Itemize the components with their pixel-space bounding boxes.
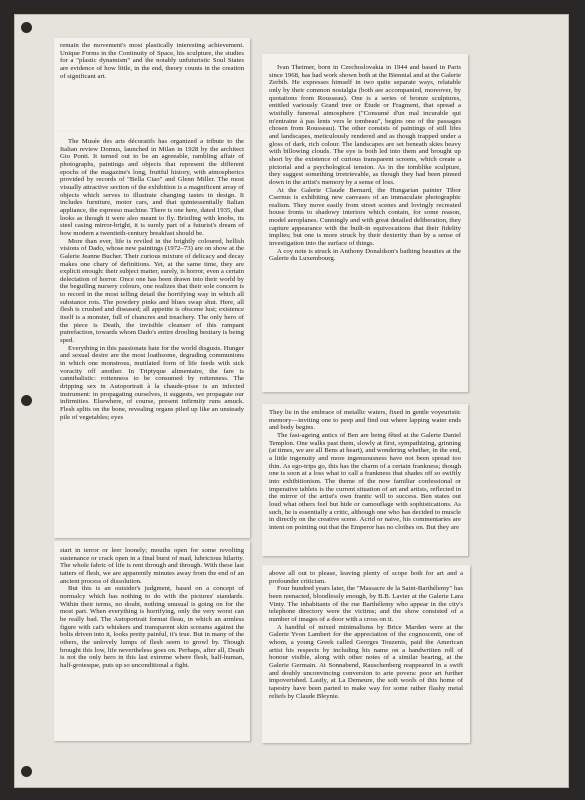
clipping-futurism-end: [54, 38, 250, 132]
binder-hole: [21, 22, 32, 33]
clipping-ben: [262, 404, 468, 556]
clipping-theimer-csernus: [262, 54, 468, 392]
paragraph: More than ever, life is reviled in the brightly coloured, hellish visions of Dado, whose new paintings (1972–73) are on show at the Galerie Jeanne Bucher. Their curious mixture of delicacy and decay makes one chary of definitions. Yet, at the same time, they are explicit enough: their subject matter, surely, is horror, even a certain delectation of horror. Once one has been drawn into their world by the beguiling nursery colours, one realizes that their sole concern is to record in the most telling detail the horrifying way in which all substance rots. The powdery pinks and blues swap shut. Here, all flesh is crushed and diseased; all appetite is obscene lust; existence itself is a monster, full of chancres and treachery. The only hero of the piece is Death, the invisible cleanser of this rampant putrefaction, towards whom Dado's entire drooling bestiary is being sped.: [60, 237, 244, 345]
binder-hole: [21, 395, 32, 406]
paragraph: Ivan Theimer, born in Czechoslovakia in 1944 and based in Paris since 1968, has had work shown both at the Biennial and at the Galerie Zerbib. He expresses himself in two quite separate ways, relatable only by their common nostalgia (both are accompanied, moreover, by quotations from Rousseau). One is a series of bronze sculptures, entitled variously Grand tree or Étude or Fragment, that spread a wistfully funereal atmosphere ("Consumé d'un mal incurable qui m'entraine à pas lents vers le tombeau", begins one of the passages chosen from Rousseau). The other consists of paintings of still lifes and landscapes, meticulously rendered and as though trapped under a gloss of dark, rich colour. The landscapes are set beneath skies heavy with billowing clouds. The eye is both led into them and brought up short by the existence of curious transparent screens, which create a pictorial and a psychological tension. As in the tomblike sculpture, they suggest something irretrievable, as though they had been pinned down in the artist's memory by a sense of loss.: [269, 64, 461, 186]
paragraph: The fast-ageing antics of Ben are being fêted at the Galerie Daniel Templon. One walks past them, slowly at first, sympathizing, grinning (at times, we are all Bens at heart), and wondering whether, in the end, a little ingenuity and more ingenuousness have not been spread too thin. As ego-trips go, this has the charm of a certain frankness; though one is soon at a loss what to call a frankness that shades off so swiftly into exhibitionism. The theme of the now familiar confessional or imperative tablets is the current situation of art and artists, reflected in the mirror of the artist's own frantic will to success. Ben states out loud what others feel but hide or camouflage with sophistications. As such, he is essentially a critic, although one who has decided to muscle in directly on the creative scene. Acrid or naive, his commentaries are intent on pointing out that the Emperor has no clothes on. But they are: [269, 431, 461, 531]
paragraph: Four hundred years later, the "Massacre de la Saint-Barthélemy" has been reenacted, bloodlessly enough, by B.B. Lavier at the Galerie Lara Vinty. The inhabitants of the rue Barthélemy who appear in the city's telephone directory were the victims; and the show consisted of a number of images of a door with a cross on it.: [269, 585, 463, 623]
paragraph: start in terror or leer loonely; mouths open for some revolting sustenance or crack open in a final burst of mad, lubricious hilarity. The whole fabric of life is rent through and through. With these last tatters of flesh, we are apparently minutes away from the end of an ancient process of dissolution.: [60, 547, 244, 585]
binder-hole: [21, 766, 32, 777]
paragraph: At the Galerie Claude Bernard, the Hungarian painter Tibor Csernus is exhibiting new canvases of an immaculate photographic realism. They move easily from street scenes and lovingly recreated house fronts to shadowy interiors which contain, for some reason, model aeroplanes. Cunningly and with great detailed deliberation, they capture appearance with the built-in equivocations that their fidelity implies; but one is more struck by their dexterity than by a sense of investigation into the surface of things.: [269, 186, 461, 248]
paragraph: remain the movement's most plastically interesting achievement. Unique Forms in the Continuity of Space, his sculpture, the studies for a "plastic dynamism" and the notably unfuturistic Soul States are evidence of how little, in the end, theory counts in the creation of significant art.: [60, 42, 244, 80]
paragraph: They lie in the embrace of metallic waters, fixed in gentle voyeuristic memory—inviting one to peep and find out where lapping water ends and body begins.: [269, 409, 461, 432]
clipping-dado-continued: [54, 541, 250, 741]
clipping-domus-dado: [54, 132, 250, 538]
paragraph: But this is an outsider's judgment, based on a concept of normalcy which has nothing to do with the pictures' standards. Within their terms, no doubt, nothing unusual is going on for the most part. When everything is horrifying, only the very worst can be really bad. The Autoportrait format fleau, in which an armless figure with cat's whiskers and transparent skin screams against the bolts driven into it, looks pretty painful, it's true. But in many of the others, the unlovely lumps of flesh seem to growl by. Though brought this low, life nevertheless goes on. Perhaps, after all, Death is not the only hero in this last extreme where flesh, half-human, half-grotesque, puts up so unconditional a fight.: [60, 585, 244, 669]
paragraph: A coy note is struck in Anthony Donaldson's bathing beauties at the Galerie du Luxembourg.: [269, 247, 461, 263]
paragraph: A handful of mixed minimalisms by Brice Marden were at the Galerie Yvon Lambert for the appreciation of the cognoscenti, one of whom, a young Greek called Georges Touzenis, paid the American artist his respects by including his name on a handwritten roll of honour visible, along with other notes of a similar bearing, at the Galerie Germain. At Sonnabend, Rauschenberg reappeared in a swift and doubly unconvincing conversion to arte povera: poor art further impoverished. Lastly, at La Demeure, the soft wools of this home of tapestry have been parted to make way for some rather flashy metal reliefs by Claude Bleynie.: [269, 623, 463, 700]
paragraph: above all out to please, leaving plenty of scope both for art and a profounder criticism.: [269, 570, 463, 585]
paragraph: The Musée des arts décoratifs has organized a tribute to the Italian review Domus, launched in Milan in 1928 by the architect Gio Ponti. It turned out to be an agreeable, rambling affair of photographs, paintings and objects that represent the different epochs of the magazine's long, fruitful history, with atmospherics provided by records of "Bella Ciao" and Glenn Miller. The most visually attractive section of the exhibition is a magnificent array of objects which serves to illustrate changing tastes in design. It includes furniture, motor cars, and that quintessentially Italian appliance, the espresso machine. There is one here, dated 1935, that looks as though it were also meant to fly. Bristling with knobs, its steel casing mirror-bright, it is surely part of a futurist's dream of how modern a twentieth-century breakfast should be.: [60, 138, 244, 237]
paragraph: Everything in this passionate hate for the world disgusts. Hunger and sexual desire are the most loathsome, degrading communions in which one monstrous, mutilated form of life feeds with sick voracity off another. In Triptyque alimentaire, the fare is cannibalistic: rottenness to be consumed by rottenness. The dripping sex in Autoportrait à la chaude-pisse is an infected instrument: in propagating ourselves, it suggests, we propagate our infirmities. Elsewhere, of course, present infirmity runs amuck. Flesh splits on the bone, revealing organs piled up like an unsteady pile of vegetables; eyes: [60, 344, 244, 421]
clipping-lavier-marden: [262, 565, 470, 743]
